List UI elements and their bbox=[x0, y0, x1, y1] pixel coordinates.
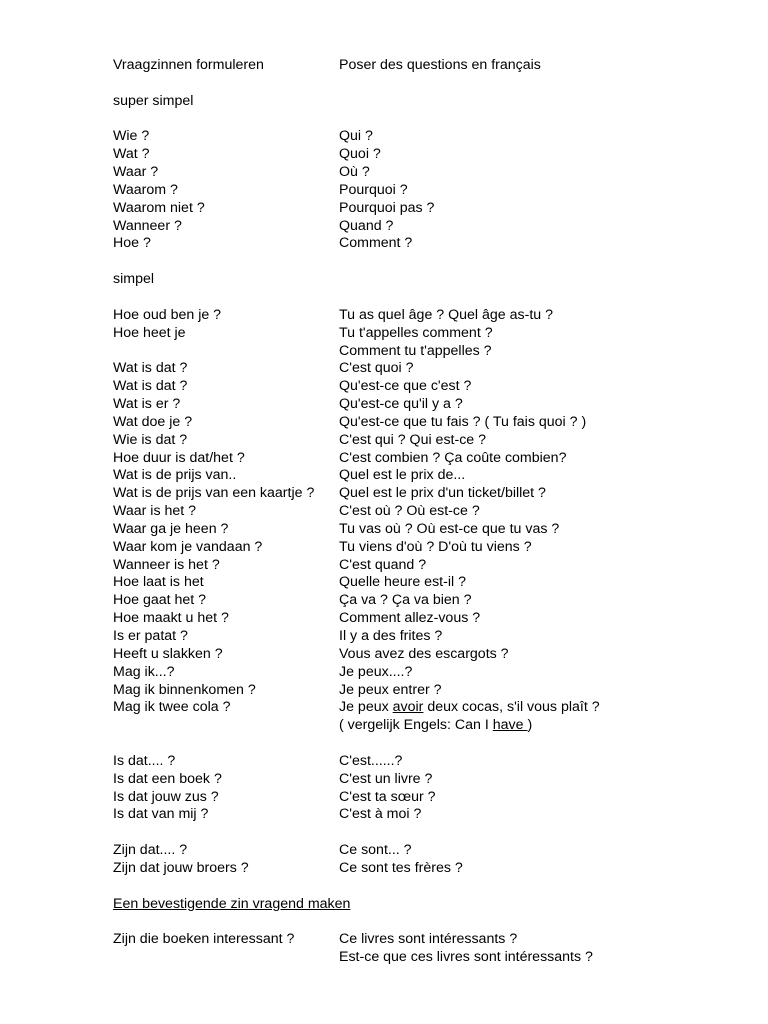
blank-line bbox=[113, 878, 713, 896]
french-phrase: C'est combien ? Ça coûte combien? bbox=[339, 449, 567, 466]
french-phrase: Qui ? bbox=[339, 128, 373, 145]
dutch-phrase: Zijn dat.... ? bbox=[113, 842, 188, 859]
french-phrase: Quel est le prix d'un ticket/billet ? bbox=[339, 485, 546, 502]
dutch-phrase: Hoe oud ben je ? bbox=[113, 306, 222, 323]
doc-row bbox=[113, 450, 713, 468]
french-phrase: C'est ta sœur ? bbox=[339, 788, 436, 805]
doc-row bbox=[113, 432, 713, 450]
dutch-phrase: Hoe ? bbox=[113, 235, 151, 252]
doc-row bbox=[113, 949, 713, 967]
doc-row bbox=[113, 699, 713, 717]
doc-row bbox=[113, 521, 713, 539]
french-phrase: Il y a des frites ? bbox=[339, 628, 443, 644]
dutch-phrase: Waarom ? bbox=[113, 181, 178, 198]
doc-row bbox=[113, 753, 713, 771]
doc-row bbox=[113, 164, 713, 182]
title-french: Poser des questions en français bbox=[339, 57, 541, 73]
doc-row bbox=[113, 467, 713, 485]
doc-row bbox=[113, 539, 713, 557]
french-phrase: Tu vas où ? Où est-ce que tu vas ? bbox=[339, 520, 560, 537]
doc-row bbox=[113, 628, 713, 646]
dutch-phrase: Hoe heet je bbox=[113, 324, 186, 341]
doc-row bbox=[113, 717, 713, 735]
doc-row bbox=[113, 789, 713, 807]
dutch-phrase: Hoe gaat het ? bbox=[113, 592, 207, 609]
dutch-phrase: Wat is dat ? bbox=[113, 378, 188, 395]
french-phrase: Pourquoi pas ? bbox=[339, 199, 435, 216]
french-phrase: Ce sont... ? bbox=[339, 842, 412, 859]
blank-line bbox=[113, 111, 713, 129]
french-phrase: Je peux....? bbox=[339, 663, 413, 680]
blank-line bbox=[113, 914, 713, 932]
blank-line bbox=[113, 735, 713, 753]
french-phrase: C'est quand ? bbox=[339, 556, 427, 573]
french-phrase: Quelle heure est-il ? bbox=[339, 574, 466, 591]
french-phrase: C'est quoi ? bbox=[339, 360, 414, 377]
french-phrase: Vous avez des escargots ? bbox=[339, 645, 509, 662]
doc-row bbox=[113, 610, 713, 628]
french-phrase: C'est qui ? Qui est-ce ? bbox=[339, 431, 487, 448]
doc-row bbox=[113, 414, 713, 432]
french-phrase: Quel est le prix de... bbox=[339, 467, 466, 484]
doc-row bbox=[113, 396, 713, 414]
section-simpel: simpel bbox=[113, 271, 154, 288]
blank-line bbox=[113, 289, 713, 307]
doc-row bbox=[113, 771, 713, 789]
french-phrase: C'est où ? Où est-ce ? bbox=[339, 503, 480, 520]
dutch-phrase: Waar kom je vandaan ? bbox=[113, 538, 263, 555]
french-phrase: Comment allez-vous ? bbox=[339, 610, 481, 627]
french-phrase: Comment tu t'appelles ? bbox=[339, 342, 492, 359]
dutch-phrase: Hoe duur is dat/het ? bbox=[113, 449, 245, 466]
doc-row bbox=[113, 218, 713, 236]
dutch-phrase: Waar ga je heen ? bbox=[113, 520, 229, 537]
blank-line bbox=[113, 75, 713, 93]
section-heading bbox=[113, 93, 713, 111]
doc-row bbox=[113, 806, 713, 824]
section-super-simpel: super simpel bbox=[113, 92, 194, 109]
doc-row bbox=[113, 485, 713, 503]
french-phrase: Tu as quel âge ? Quel âge as-tu ? bbox=[339, 306, 554, 323]
french-phrase-part: Je peux bbox=[339, 699, 393, 716]
french-phrase: Quoi ? bbox=[339, 146, 381, 163]
dutch-phrase: Wie is dat ? bbox=[113, 431, 188, 448]
french-phrase: Quand ? bbox=[339, 217, 394, 234]
english-comparison bbox=[339, 717, 532, 735]
french-phrase: C'est un livre ? bbox=[339, 770, 433, 787]
dutch-phrase: Hoe laat is het bbox=[113, 574, 204, 591]
french-phrase: Qu'est-ce que tu fais ? ( Tu fais quoi ? ) bbox=[339, 413, 587, 430]
french-phrase: C'est......? bbox=[339, 752, 403, 769]
doc-row bbox=[113, 200, 713, 218]
doc-row bbox=[113, 57, 713, 75]
french-phrase: Je peux entrer ? bbox=[339, 681, 442, 698]
dutch-phrase: Wat is de prijs van.. bbox=[113, 467, 237, 484]
dutch-phrase: Wat doe je ? bbox=[113, 413, 193, 430]
doc-row bbox=[113, 343, 713, 361]
doc-row bbox=[113, 325, 713, 343]
doc-row bbox=[113, 146, 713, 164]
document-page bbox=[113, 57, 713, 967]
title-dutch: Vraagzinnen formuleren bbox=[113, 57, 264, 73]
french-phrase: Ce sont tes frères ? bbox=[339, 859, 463, 876]
french-phrase: Qu'est-ce que c'est ? bbox=[339, 378, 472, 395]
french-phrase: Tu viens d'où ? D'où tu viens ? bbox=[339, 538, 532, 555]
dutch-phrase: Mag ik twee cola ? bbox=[113, 699, 231, 716]
dutch-phrase: Is dat jouw zus ? bbox=[113, 788, 219, 805]
french-phrase: Où ? bbox=[339, 164, 370, 181]
dutch-phrase: Waarom niet ? bbox=[113, 199, 205, 216]
doc-row bbox=[113, 557, 713, 575]
dutch-phrase: Mag ik...? bbox=[113, 663, 175, 680]
section-heading bbox=[113, 896, 713, 914]
dutch-phrase: Is dat.... ? bbox=[113, 752, 176, 769]
dutch-phrase: Wat ? bbox=[113, 146, 150, 163]
french-phrase: Est-ce que ces livres sont intéressants ? bbox=[339, 949, 593, 966]
french-phrase: Qu'est-ce qu'il y a ? bbox=[339, 396, 463, 413]
dutch-phrase: Zijn die boeken interessant ? bbox=[113, 931, 295, 948]
doc-row bbox=[113, 503, 713, 521]
dutch-phrase: Wat is de prijs van een kaartje ? bbox=[113, 485, 315, 502]
doc-row bbox=[113, 664, 713, 682]
doc-row bbox=[113, 592, 713, 610]
section-heading bbox=[113, 271, 713, 289]
doc-row bbox=[113, 860, 713, 878]
doc-row bbox=[113, 931, 713, 949]
doc-row bbox=[113, 378, 713, 396]
dutch-phrase: Hoe maakt u het ? bbox=[113, 610, 229, 627]
french-phrase bbox=[339, 699, 600, 717]
doc-row bbox=[113, 842, 713, 860]
dutch-phrase: Mag ik binnenkomen ? bbox=[113, 681, 256, 698]
french-phrase-part: deux cocas, s'il vous plaît ? bbox=[423, 699, 600, 716]
underlined-word-avoir: avoir bbox=[392, 699, 424, 716]
section-heading-underlined: Een bevestigende zin vragend maken bbox=[113, 895, 351, 912]
dutch-phrase: Wat is er ? bbox=[113, 396, 181, 413]
doc-row bbox=[113, 646, 713, 664]
blank-line bbox=[113, 824, 713, 842]
french-phrase: Tu t'appelles comment ? bbox=[339, 324, 493, 341]
doc-row bbox=[113, 360, 713, 378]
doc-row bbox=[113, 307, 713, 325]
french-phrase: Ce livres sont intéressants ? bbox=[339, 931, 518, 948]
dutch-phrase: Waar is het ? bbox=[113, 503, 197, 520]
dutch-phrase: Wanneer is het ? bbox=[113, 556, 220, 573]
dutch-phrase: Heeft u slakken ? bbox=[113, 645, 223, 662]
doc-row bbox=[113, 182, 713, 200]
french-phrase: Comment ? bbox=[339, 235, 413, 252]
dutch-phrase: Is dat een boek ? bbox=[113, 770, 222, 787]
french-phrase: Pourquoi ? bbox=[339, 181, 408, 198]
french-phrase: C'est à moi ? bbox=[339, 806, 422, 823]
french-phrase: Ça va ? Ça va bien ? bbox=[339, 592, 472, 609]
dutch-phrase: Waar ? bbox=[113, 164, 159, 181]
doc-row bbox=[113, 682, 713, 700]
doc-row bbox=[113, 128, 713, 146]
comparison-part: ) bbox=[527, 717, 533, 734]
dutch-phrase: Is dat van mij ? bbox=[113, 806, 209, 823]
underlined-word-have: have bbox=[492, 717, 528, 734]
doc-row bbox=[113, 574, 713, 592]
dutch-phrase: Zijn dat jouw broers ? bbox=[113, 859, 249, 876]
dutch-phrase: Wie ? bbox=[113, 128, 150, 145]
comparison-part: ( vergelijk Engels: Can I bbox=[339, 717, 493, 734]
doc-row bbox=[113, 235, 713, 253]
dutch-phrase: Wat is dat ? bbox=[113, 360, 188, 377]
dutch-phrase: Is er patat ? bbox=[113, 628, 188, 644]
blank-line bbox=[113, 253, 713, 271]
dutch-phrase: Wanneer ? bbox=[113, 217, 182, 234]
